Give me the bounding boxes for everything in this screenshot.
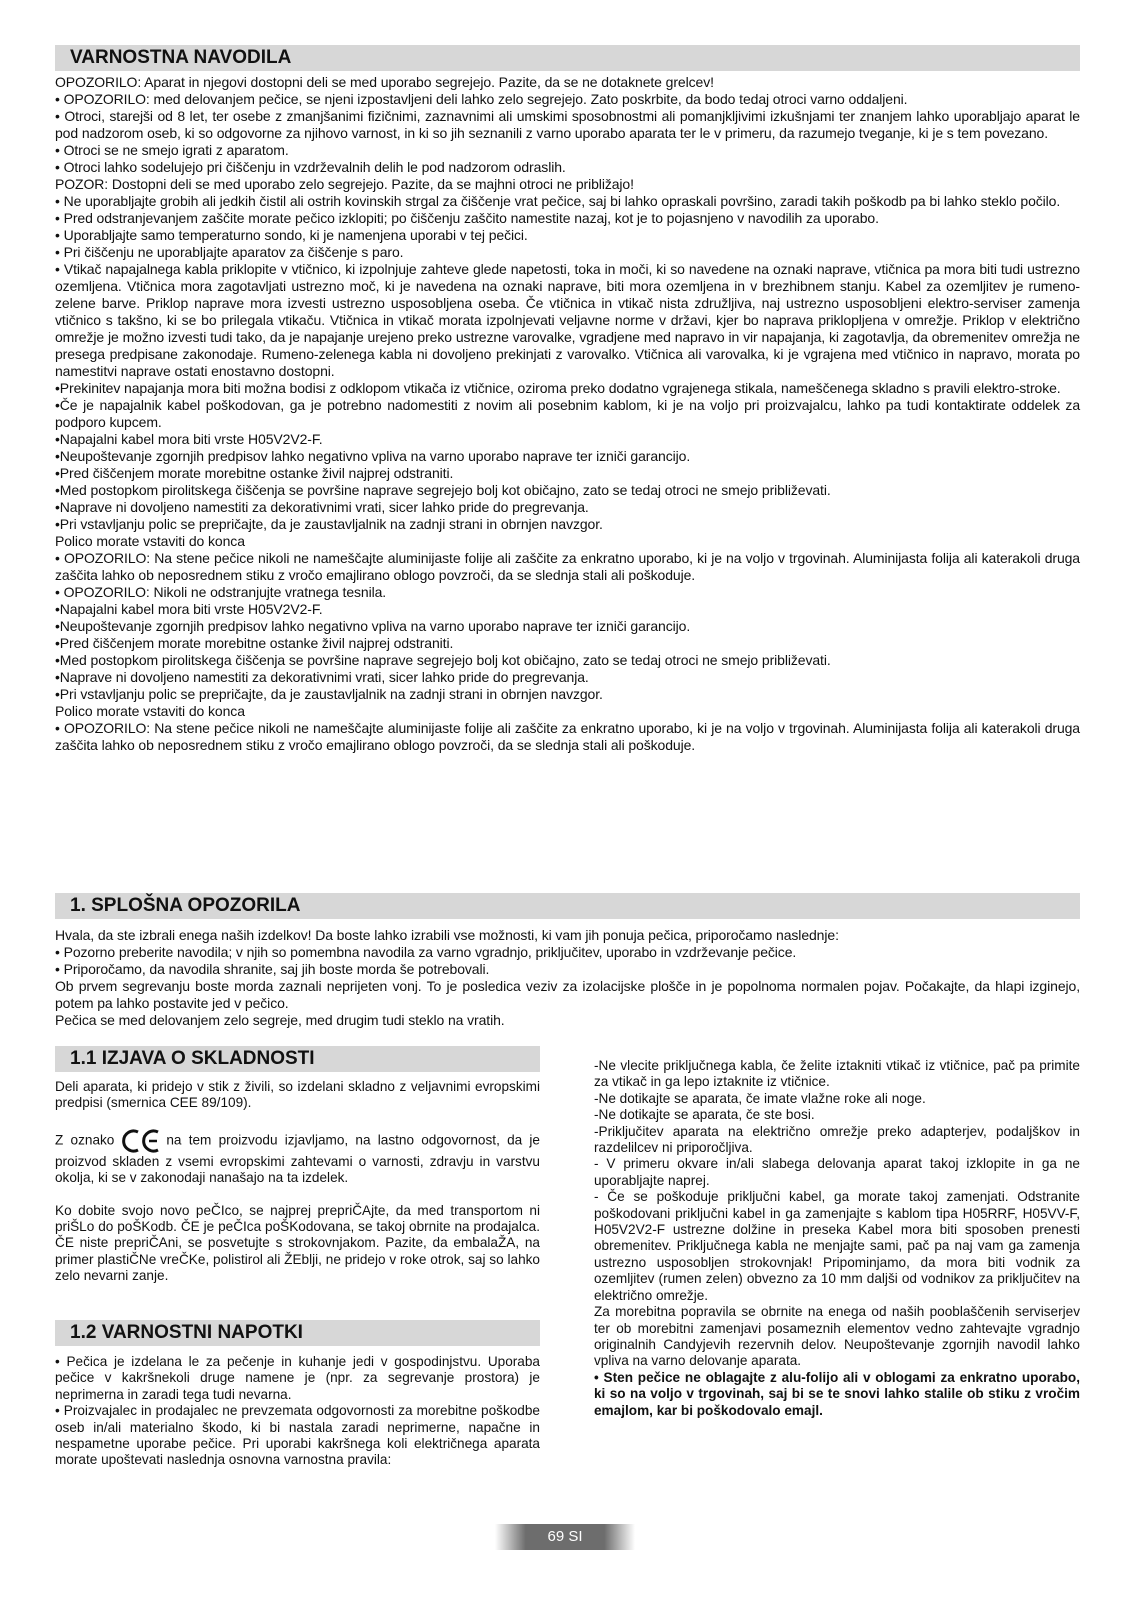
safety-paragraph: •Pred čiščenjem morate morebitne ostanke živil najprej odstraniti. — [55, 635, 454, 651]
safety-paragraph: •Naprave ni dovoljeno namestiti za dekorativnimi vrati, sicer lahko pride do pregrevanja. — [55, 499, 589, 515]
safety-paragraph: •Napajalni kabel mora biti vrste H05V2V2-F. — [55, 431, 323, 447]
safety-paragraph: • OPOZORILO: med delovanjem pečice, se njeni izpostavljeni deli lahko zelo segrejejo. Zato poskrbite, da bodo tedaj otroci varno oddaljeni. — [55, 91, 908, 107]
safety-paragraph: •Med postopkom pirolitskega čiščenja se površine naprave segrejejo bolj kot običajno, zato se tedaj otroci ne smejo približevati. — [55, 482, 831, 498]
safety-paragraph: • OPOZORILO: Na stene pečice nikoli ne nameščajte aluminijaste folije ali zaščite za enkratno uporabo, ki je na voljo v trgovinah. Aluminijasta folija ali katerakoli druga zaščita lahko ob neposrednem stiku z vročo emajlirano oblogo povzroči, da se slednja stali ali poškoduje. — [55, 550, 1080, 583]
general-paragraph: Ob prvem segrevanju boste morda zaznali neprijeten vonj. To je posledica veziv za izolacijske plošče in je popolnoma normalen pojav. Počakajte, da hlapi izginejo, potem pa lahko postavite jed v pečico. — [55, 978, 1080, 1011]
safety-paragraph: • Uporabljajte samo temperaturno sondo, ki je namenjena uporabi v tej pečici. — [55, 227, 528, 243]
tips-paragraph: • Pečica je izdelana le za pečenje in kuhanje jedi v gospodinjstvu. Uporaba pečice v kakršnekoli druge namene je (npr. za segrevanje prostora) je neprimerna in zaradi tega tudi nevarna. — [55, 1354, 540, 1402]
general-paragraph: • Priporočamo, da navodila shranite, saj jih boste morda še potrebovali. — [55, 961, 490, 977]
safety-paragraph: •Pri vstavljanju polic se prepričajte, da je zaustavljalnik na zadnji strani in obrnjen navzgor. — [55, 516, 603, 532]
ce-mark-icon — [120, 1128, 162, 1154]
right-paragraph: -Priključitev aparata na električno omrežje preko adapterjev, podaljškov in razdelilcev ni priporočljiva. — [594, 1123, 1080, 1156]
safety-paragraph: •Neupoštevanje zgornjih predpisov lahko negativno vpliva na varno uporabo naprave ter izniči garancijo. — [55, 618, 691, 634]
right-paragraph: - Če se poškoduje priključni kabel, ga morate takoj zamenjati. Odstranite poškodovani priključni kabel in ga zamenjajte s kablom tipa H05RRF, H05VV-F, H05V2V2-F ustrezne dolžine in preseka Kabel mora biti sposoben prenesti obremenitev. Priključnega kabla ne menjajte sami, pač pa naj vam ga zamenja ustrezno usposobljen strokovnjak! Pripominjamo, da mora biti vodnik za ozemljitev (rumen zelen) obvezno za 10 mm daljši od vodnikov za priključitev na električno omrežje. — [594, 1189, 1080, 1303]
right-paragraph: Za morebitna popravila se obrnite na enega od naših pooblaščenih serviserjev ter ob morebitni zamenjavi posameznih elementov vedno zahtevajte vgradnjo originalnih Candyjevih rezervnih delov. Neupoštevanje zgornjih navodil lahko vpliva na varno delovanje aparata. — [594, 1304, 1080, 1369]
right-paragraph: -Ne dotikajte se aparata, če ste bosi. — [594, 1107, 815, 1123]
safety-body — [55, 74, 1080, 754]
safety-paragraph: •Naprave ni dovoljeno namestiti za dekorativnimi vrati, sicer lahko pride do pregrevanja. — [55, 669, 589, 685]
safety-paragraph: • Vtikač napajalnega kabla priklopite v vtičnico, ki izpolnjuje zahteve glede napetosti, toka in moči, ki so navedene na oznaki naprave, vtičnica pa mora biti tudi ustrezno ozemljena. Vtičnica mora zagotavljati ustrezno moč, ki je navedena na oznaki naprave, biti mora ozemljena in v brezhibnem stanju. Kabel za ozemljitev je rumeno-zelene barve. Priklop naprave mora izvesti ustrezno usposobljena oseba. Če vtičnica in vtikač nista združljiva, naj ustrezno usposobljeni elektro-serviser zamenja vtičnico s takšno, ki se bo prilegala vtikaču. Vtičnica in vtikač morata izpolnjevati veljavne norme v državi, kjer bo naprava priklopljena v omrežje. Priklop v električno omrežje je možno izvesti tudi tako, da je napajanje urejeno preko ustrezne varovalke, vgradjene med napravo in vir napajanja, ki zagotavlja, da obremenitev omrežja ne presega predpisane zakonodaje. Rumeno-zelenega kabla ni dovoljeno prekinjati z varovalko. Vtičnica ali varovalka, ki je vgrajena med vtičnico in napravo, morata po namestitvi naprave ostati enostavno dostopni. — [55, 261, 1080, 379]
right-paragraph: - V primeru okvare in/ali slabega delovanja aparat takoj izklopite in ga ne uporabljajte naprej. — [594, 1156, 1080, 1188]
page-number: 69 SI — [495, 1524, 635, 1550]
safety-paragraph: • Otroci, starejši od 8 let, ter osebe z zmanjšanimi fizičnimi, zaznavnimi ali umskimi sposobnostmi ali pomanjkljivimi izkušnjami ter znanjem lahko uporabljajo aparat le pod nadzorom oseb, ki so odgovorne za njihovo varnost, in ki so jih seznanili z varno uporabo aparata ter le v primeru, da razumejo tveganje, ki je s tem povezano. — [55, 108, 1080, 141]
right-bold-note: • Sten pečice ne oblagajte z alu-folijo ali v oblogami za enkratno uporabo, ki so na voljo v trgovinah, saj bi se te snovi lahko stalile ob stiku z vročim emajlom, kar bi poškodovalo emajl. — [594, 1369, 1080, 1418]
safety-paragraph: • OPOZORILO: Na stene pečice nikoli ne nameščajte aluminijaste folije ali zaščite za enkratno uporabo, ki je na voljo v trgovinah. Aluminijasta folija ali katerakoli druga zaščita lahko ob neposrednem stiku z vročo emajlirano oblogo povzroči, da se slednja stali ali poškoduje. — [55, 720, 1080, 753]
general-heading: 1. SPLOŠNA OPOZORILA — [55, 893, 1080, 919]
conformity-ce-lead: Z oznako — [55, 1132, 115, 1148]
safety-paragraph: • OPOZORILO: Nikoli ne odstranjujte vratnega tesnila. — [55, 584, 387, 600]
safety-paragraph: •Pri vstavljanju polic se prepričajte, da je zaustavljalnik na zadnji strani in obrnjen navzgor. — [55, 686, 603, 702]
conformity-body — [55, 1079, 540, 1285]
safety-paragraph: •Napajalni kabel mora biti vrste H05V2V2-F. — [55, 601, 323, 617]
general-paragraph: Pečica se med delovanjem zelo segreje, med drugim tudi steklo na vratih. — [55, 1012, 505, 1028]
conformity-paragraph: Ko dobite svojo novo peČIco, se najprej prepriČAjte, da med transportom ni priŠLo do poŠKodb. ČE je peČIca poŠKodovana, se takoj obrnite na prodajalca. ČE niste prepriČAni, se posvetujte s strokovnjakom. Pazite, da embalaŽA, na primer plastiČNe vreČKe, polistirol ali ŽEblji, ne pridejo v roke otrok, saj so lahko zelo nevarni zanje. — [55, 1202, 540, 1284]
general-paragraph: Hvala, da ste izbrali enega naših izdelkov! Da boste lahko izrabili vse možnosti, ki vam jih ponuja pečica, priporočamo naslednje: — [55, 927, 839, 943]
safety-paragraph: Polico morate vstaviti do konca — [55, 533, 245, 549]
general-body — [55, 927, 1080, 1029]
safety-paragraph: OPOZORILO: Aparat in njegovi dostopni deli se med uporabo segrejejo. Pazite, da se ne dotaknete grelcev! — [55, 74, 714, 90]
safety-paragraph: POZOR: Dostopni deli se med uporabo zelo segrejejo. Pazite, da se majhni otroci ne približajo! — [55, 176, 634, 192]
safety-paragraph: •Pred čiščenjem morate morebitne ostanke živil najprej odstraniti. — [55, 465, 454, 481]
safety-paragraph: •Neupoštevanje zgornjih predpisov lahko negativno vpliva na varno uporabo naprave ter izniči garancijo. — [55, 448, 691, 464]
general-paragraph: • Pozorno preberite navodila; v njih so pomembna navodila za varno vgradnjo, priključitev, uporabo in vzdrževanje pečice. — [55, 944, 797, 960]
safety-paragraph: Polico morate vstaviti do konca — [55, 703, 245, 719]
conformity-paragraph: Deli aparata, ki pridejo v stik z živili, so izdelani skladno z veljavnimi evropskimi predpisi (smernica CEE 89/109). — [55, 1079, 540, 1111]
safety-paragraph: • Otroci se ne smejo igrati z aparatom. — [55, 142, 289, 158]
safety-paragraph: • Pred odstranjevanjem zaščite morate pečico izklopiti; po čiščenju zaščito namestite nazaj, kot je to pojasnjeno v navodilih za uporabo. — [55, 210, 879, 226]
safety-heading: VARNOSTNA NAVODILA — [55, 45, 1080, 71]
tips-heading: 1.2 VARNOSTNI NAPOTKI — [55, 1320, 540, 1346]
conformity-heading: 1.1 IZJAVA O SKLADNOSTI — [55, 1046, 540, 1072]
safety-paragraph: •Prekinitev napajanja mora biti možna bodisi z odklopom vtikača iz vtičnice, oziroma preko dodatno vgrajenega stikala, nameščenega skladno s pravili elektro-stroke. — [55, 380, 1061, 396]
conformity-ce-text: na tem proizvodu izjavljamo, na lastno odgovornost, da je proizvod skladen z vsemi evropskimi zahtevami o varnosti, zdravju in varstvu okolja, ki se v zakonodaji nanašajo na ta izdelek. — [55, 1132, 540, 1186]
conformity-ce-paragraph — [55, 1128, 540, 1187]
safety-paragraph: • Pri čiščenju ne uporabljajte aparatov za čiščenje s paro. — [55, 244, 404, 260]
tips-paragraph: • Proizvajalec in prodajalec ne prevzemata odgovornosti za morebitne poškodbe oseb in/ali materialno škodo, ki bi nastala zaradi neprimerne, napačne in nespametne uporabe pečice. Pri uporabi kakršnega koli električnega aparata morate upoštevati naslednja osnovna varnostna pravila: — [55, 1403, 540, 1468]
right-column — [594, 1058, 1080, 1419]
right-paragraph: -Ne dotikajte se aparata, če imate vlažne roke ali noge. — [594, 1090, 926, 1106]
right-paragraph: -Ne vlecite priključnega kabla, če želite iztakniti vtikač iz vtičnice, pač pa primite za vtikač in ga lepo iztaknite iz vtičnice. — [594, 1058, 1080, 1090]
safety-paragraph: • Otroci lahko sodelujejo pri čiščenju in vzdrževalnih delih le pod nadzorom odraslih. — [55, 159, 566, 175]
safety-paragraph: •Če je napajalnik kabel poškodovan, ga je potrebno nadomestiti z novim ali posebnim kablom, ki je na voljo pri proizvajalcu, lahko pa tudi kontaktirate oddelek za podporo kupcem. — [55, 397, 1080, 430]
safety-paragraph: •Med postopkom pirolitskega čiščenja se površine naprave segrejejo bolj kot običajno, zato se tedaj otroci ne smejo približevati. — [55, 652, 831, 668]
tips-body — [55, 1354, 540, 1469]
safety-paragraph: • Ne uporabljajte grobih ali jedkih čistil ali ostrih kovinskih strgal za čiščenje vrat pečice, saj bi lahko opraskali površino, zaradi takih poškodb pa bi lahko steklo počilo. — [55, 193, 1061, 209]
